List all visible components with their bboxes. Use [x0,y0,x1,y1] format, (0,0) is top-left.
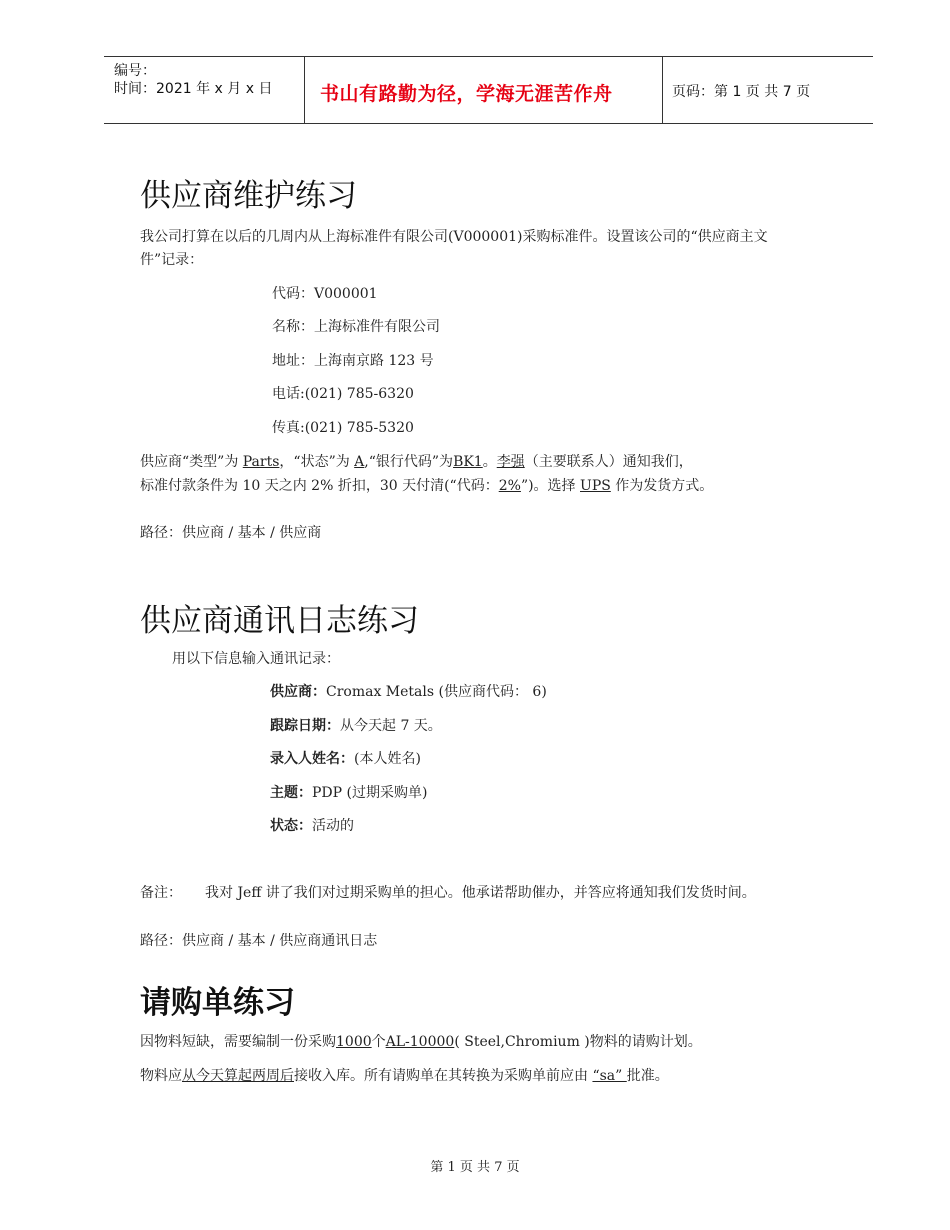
section-title-requisition: 请购单练习 [140,985,295,1021]
bank-code: BK1 [453,454,483,470]
req-item-number: AL-10000 [385,1034,455,1050]
details-text: 作为发货方式。 [610,478,714,494]
req-text: 批准。 [626,1068,669,1084]
section-title-supplier-maintenance: 供应商维护练习 [140,178,357,214]
section1-details-line1 [140,450,693,474]
section1-details-line2 [140,474,713,498]
comm-row-value: (本人姓名) [354,751,421,767]
contact-name: 李强 [496,454,525,470]
details-text: 供应商“类型”为 [140,454,243,470]
details-text: （主要联系人）通知我们， [524,454,693,470]
comm-row-value: PDP (过期采购单) [312,785,428,801]
supplier-phone: 电话:(021) 785-6320 [272,386,414,402]
motto: 书山有路勤为径，学海无涯苦作舟 [320,83,613,105]
page-header [104,56,873,124]
section3-line2 [140,1064,669,1088]
comm-row [270,680,547,704]
req-text: 接收入库。所有请购单在其转换为采购单前应由 [294,1068,593,1084]
supplier-fax: 传真:(021) 785-5320 [272,420,414,436]
details-text: ,“银行代码”为 [364,454,454,470]
comm-row [270,747,421,771]
section1-intro-line2: 件”记录： [140,252,204,268]
comm-row [270,714,442,738]
comm-row-value: 从今天起 7 天。 [340,718,442,734]
req-text: 因物料短缺，需要编制一份采购 [140,1034,336,1050]
details-text: 标准付款条件为 10 天之内 2% 折扣，30 天付清(“代码： [140,478,499,494]
comm-row-label: 跟踪日期： [270,718,340,734]
number-label: 编号： [114,63,156,79]
supplier-code: 代码：V000001 [272,286,378,302]
comm-row-value: Cromax Metals (供应商代码： 6) [326,684,547,700]
section-title-supplier-comm-log: 供应商通讯日志练习 [140,603,419,639]
comm-row [270,781,427,805]
section2-intro: 用以下信息输入通讯记录： [172,651,340,667]
note-label: 备注： [140,885,182,901]
supplier-status: A [354,454,365,470]
comm-row-label: 供应商： [270,684,326,700]
header-page-cell [663,57,873,123]
ship-via: UPS [580,478,611,494]
req-due-date: 从今天算起两周后 [182,1068,294,1084]
req-approver: “sa” [592,1068,627,1084]
page-info: 页码：第 1 页 共 7 页 [672,84,811,100]
time-label: 时间：2021 年 x 月 x 日 [114,81,273,97]
req-text: 物料应 [140,1068,182,1084]
req-text: ( Steel,Chromium )物料的请购计划。 [454,1034,702,1050]
comm-row-label: 录入人姓名： [270,751,354,767]
section2-path: 路径：供应商 / 基本 / 供应商通讯日志 [140,933,378,949]
section1-path: 路径：供应商 / 基本 / 供应商 [140,525,322,541]
comm-row-value: 活动的 [312,818,354,834]
supplier-name: 名称：上海标准件有限公司 [272,319,440,335]
comm-row-label: 状态： [270,818,312,834]
section1-intro-line1: 我公司打算在以后的几周内从上海标准件有限公司(V000001)采购标准件。设置该公司的“供应商主文 [140,229,768,245]
page-footer: 第 1 页 共 7 页 [430,1160,520,1175]
credit-terms-code: 2% [498,478,521,494]
supplier-type: Parts [242,454,280,470]
comm-row-label: 主题： [270,785,312,801]
details-text: 。 [482,454,497,470]
note-text: 我对 Jeff 讲了我们对过期采购单的担心。他承诺帮助催办，并答应将通知我们发货时间。 [205,885,756,901]
header-meta-cell [104,57,305,123]
req-text: 个 [371,1034,386,1050]
section3-line1 [140,1030,702,1054]
details-text: ”)。选择 [520,478,581,494]
comm-row [270,814,354,838]
details-text: ，“状态”为 [279,454,355,470]
header-motto-cell [304,57,663,123]
supplier-address: 地址：上海南京路 123 号 [272,353,434,369]
req-quantity: 1000 [336,1034,372,1050]
